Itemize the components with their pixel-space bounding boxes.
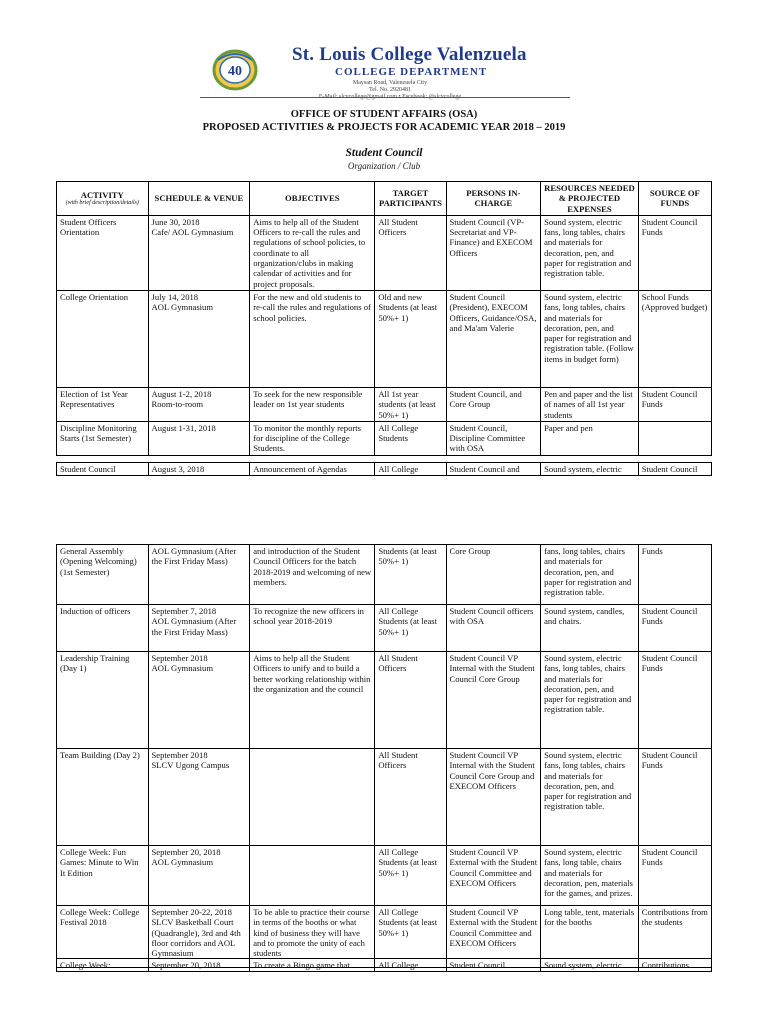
cell-activity: Discipline Monitoring Starts (1st Semester) bbox=[57, 421, 149, 455]
cell-source bbox=[638, 421, 711, 455]
cell-schedule: August 1-31, 2018 bbox=[148, 421, 250, 455]
cell-schedule: June 30, 2018 Cafe/ AOL Gymnasium bbox=[148, 215, 250, 290]
cell-target: All College bbox=[375, 463, 446, 476]
header-activity-note: (with brief description/details) bbox=[65, 200, 139, 207]
cell-resources: Pen and paper and the list of names of all 1st year students bbox=[541, 387, 639, 421]
activities-table-part-2 bbox=[56, 544, 712, 968]
cell-persons: Student Council (VP-Secretariat and VP-Finance) and EXECOM Officers bbox=[446, 215, 541, 290]
cell-source: Student Council Funds bbox=[638, 387, 711, 421]
cell-target: All 1st year students (at least 50%+ 1) bbox=[375, 387, 446, 421]
cell-persons: Student Council VP Internal with the Student Council Core Group bbox=[446, 652, 541, 749]
table-row bbox=[57, 959, 712, 972]
organization-subtitle: Organization / Club bbox=[347, 161, 421, 171]
cell-schedule: September 20, 2018 AOL Gymnasium bbox=[148, 846, 250, 906]
department-name: COLLEGE DEPARTMENT bbox=[335, 66, 488, 78]
cell-objectives: To monitor the monthly reports for discipline of the College Students. bbox=[250, 421, 375, 455]
table-row bbox=[57, 463, 712, 476]
cell-objectives: Announcement of Agendas bbox=[250, 463, 375, 476]
table-row bbox=[57, 545, 712, 605]
cell-activity: Team Building (Day 2) bbox=[57, 749, 149, 846]
table-row bbox=[57, 652, 712, 749]
cell-objectives: To be able to practice their course in terms of the booths or what kind of business they will have and to promote the unity of each students bbox=[250, 906, 375, 968]
cell-target: All Student Officers bbox=[375, 749, 446, 846]
header-source: SOURCE OF FUNDS bbox=[638, 182, 711, 216]
document-title: PROPOSED ACTIVITIES & PROJECTS FOR ACADEMIC YEAR 2018 – 2019 bbox=[202, 122, 566, 133]
table-row bbox=[57, 387, 712, 421]
cell-target: All College Students (at least 50%+ 1) bbox=[375, 605, 446, 652]
cell-persons: Student Council (President), EXECOM Officers, Guidance/OSA, and Ma'am Valerie bbox=[446, 290, 541, 387]
cell-source: Contributions from the students bbox=[638, 906, 711, 968]
cell-resources: fans, long tables, chairs and materials for decoration, pen, and paper for registration and registration table. bbox=[541, 545, 639, 605]
header-resources: RESOURCES NEEDED & PROJECTED EXPENSES bbox=[541, 182, 639, 216]
cell-objectives: To seek for the new responsible leader on 1st year students bbox=[250, 387, 375, 421]
cell-resources: Sound system, candles, and chairs. bbox=[541, 605, 639, 652]
activities-table-split-row-1 bbox=[56, 462, 712, 476]
cell-activity: College Orientation bbox=[57, 290, 149, 387]
cell-target: All College Students (at least 50%+ 1) bbox=[375, 906, 446, 968]
cell-activity: College Week: bbox=[57, 959, 149, 972]
cell-activity: Student Officers Orientation bbox=[57, 215, 149, 290]
cell-persons: Student Council VP External with the Student Council Committee and EXECOM Officers bbox=[446, 906, 541, 968]
cell-schedule: September 2018 SLCV Ugong Campus bbox=[148, 749, 250, 846]
cell-activity: College Week: College Festival 2018 bbox=[57, 906, 149, 968]
cell-objectives: To create a Bingo game that bbox=[250, 959, 375, 972]
cell-resources: Long table, tent, materials for the booths bbox=[541, 906, 639, 968]
cell-schedule: July 14, 2018 AOL Gymnasium bbox=[148, 290, 250, 387]
cell-objectives: Aims to help all of the Student Officers to re-call the rules and regulations of school policies, to coordinate to all organization/clubs in making calendar of activities and for project proposals. bbox=[250, 215, 375, 290]
cell-objectives bbox=[250, 749, 375, 846]
cell-source: School Funds (Approved budget) bbox=[638, 290, 711, 387]
cell-schedule: September 20-22, 2018 SLCV Basketball Court (Quadrangle), 3rd and 4th floor corridors and AOL Gymnasium bbox=[148, 906, 250, 968]
cell-source: Funds bbox=[638, 545, 711, 605]
cell-objectives: To recognize the new officers in school year 2018-2019 bbox=[250, 605, 375, 652]
header-objectives: OBJECTIVES bbox=[250, 182, 375, 216]
cell-persons: Student Council officers with OSA bbox=[446, 605, 541, 652]
table-row bbox=[57, 290, 712, 387]
cell-persons: Student Council, Discipline Committee with OSA bbox=[446, 421, 541, 455]
telephone: Tel. No. 2920481 bbox=[369, 87, 411, 93]
logo-text: 40 bbox=[228, 64, 242, 79]
cell-schedule: September 2018 AOL Gymnasium bbox=[148, 652, 250, 749]
activities-table-part-1 bbox=[56, 181, 712, 456]
header-target: TARGET PARTICIPANTS bbox=[375, 182, 446, 216]
cell-persons: Student Council VP External with the Student Council Committee and EXECOM Officers bbox=[446, 846, 541, 906]
header-activity bbox=[57, 182, 149, 216]
college-name: St. Louis College Valenzuela bbox=[292, 44, 527, 65]
office-heading: OFFICE OF STUDENT AFFAIRS (OSA) bbox=[290, 109, 478, 120]
cell-persons: Core Group bbox=[446, 545, 541, 605]
activities-table-split-row-2 bbox=[56, 958, 712, 972]
address: Maysan Road, Valenzuela City bbox=[352, 80, 428, 86]
cell-resources: Sound system, electric bbox=[541, 959, 639, 972]
cell-schedule: AOL Gymnasium (After the First Friday Mass) bbox=[148, 545, 250, 605]
cell-persons: Student Council, and Core Group bbox=[446, 387, 541, 421]
cell-activity: General Assembly (Opening Welcoming) (1st Semester) bbox=[57, 545, 149, 605]
cell-source: Student Council Funds bbox=[638, 749, 711, 846]
cell-target: All Student Officers bbox=[375, 652, 446, 749]
header-schedule: SCHEDULE & VENUE bbox=[148, 182, 250, 216]
cell-objectives: and introduction of the Student Council Officers for the batch 2018-2019 and welcoming of new members. bbox=[250, 545, 375, 605]
cell-source: Student Council Funds bbox=[638, 605, 711, 652]
cell-source: Student Council bbox=[638, 463, 711, 476]
table-row bbox=[57, 846, 712, 906]
cell-resources: Sound system, electric fans, long tables, chairs and materials for decoration, pen, and paper for registration and registration table. bbox=[541, 215, 639, 290]
cell-source: Student Council Funds bbox=[638, 652, 711, 749]
letterhead bbox=[200, 42, 570, 102]
cell-persons: Student Council and bbox=[446, 463, 541, 476]
cell-persons: Student Council bbox=[446, 959, 541, 972]
cell-activity: Student Council bbox=[57, 463, 149, 476]
cell-activity: Induction of officers bbox=[57, 605, 149, 652]
email-line: E-Mail: slcvcollege@gmail.com • Facebook: @slcvcollege bbox=[318, 94, 462, 100]
cell-objectives: For the new and old students to re-call the rules and regulations of school policies. bbox=[250, 290, 375, 387]
cell-target: Old and new Students (at least 50%+ 1) bbox=[375, 290, 446, 387]
cell-activity: Election of 1st Year Representatives bbox=[57, 387, 149, 421]
cell-activity: Leadership Training (Day 1) bbox=[57, 652, 149, 749]
cell-target: All College bbox=[375, 959, 446, 972]
cell-resources: Paper and pen bbox=[541, 421, 639, 455]
cell-persons: Student Council VP Internal with the Student Council Core Group and EXECOM Officers bbox=[446, 749, 541, 846]
table-header-row bbox=[57, 182, 712, 216]
cell-resources: Sound system, electric fans, long tables, chairs and materials for decoration, pen, and paper for registration and registration table. bbox=[541, 652, 639, 749]
cell-resources: Sound system, electric fans, long table, chairs and materials for decoration, pen, materials for the games, and prizes. bbox=[541, 846, 639, 906]
cell-objectives: Aims to help all the Student Officers to unify and to build a better working relationship within the organization and the council bbox=[250, 652, 375, 749]
cell-schedule: September 20, 2018 bbox=[148, 959, 250, 972]
cell-source: Student Council Funds bbox=[638, 846, 711, 906]
letterhead-rule bbox=[200, 97, 570, 98]
table-row bbox=[57, 605, 712, 652]
cell-target: All Student Officers bbox=[375, 215, 446, 290]
header-activity-label: ACTIVITY bbox=[80, 189, 124, 200]
cell-source: Contributions bbox=[638, 959, 711, 972]
cell-resources: Sound system, electric fans, long tables, chairs and materials for decoration, pen, and paper for registration and registration table. (Follow items in budget form) bbox=[541, 290, 639, 387]
table-row bbox=[57, 215, 712, 290]
table-row bbox=[57, 749, 712, 846]
cell-schedule: August 1-2, 2018 Room-to-room bbox=[148, 387, 250, 421]
header-persons: PERSONS IN-CHARGE bbox=[446, 182, 541, 216]
cell-target: All College Students (at least 50%+ 1) bbox=[375, 846, 446, 906]
table-row bbox=[57, 421, 712, 455]
cell-resources: Sound system, electric bbox=[541, 463, 639, 476]
cell-schedule: September 7, 2018 AOL Gymnasium (After the First Friday Mass) bbox=[148, 605, 250, 652]
cell-schedule: August 3, 2018 bbox=[148, 463, 250, 476]
cell-source: Student Council Funds bbox=[638, 215, 711, 290]
cell-objectives bbox=[250, 846, 375, 906]
cell-activity: College Week: Fun Games: Minute to Win It Edition bbox=[57, 846, 149, 906]
organization-name: Student Council bbox=[345, 147, 423, 159]
cell-target: Students (at least 50%+ 1) bbox=[375, 545, 446, 605]
cell-target: All College Students bbox=[375, 421, 446, 455]
cell-resources: Sound system, electric fans, long tables, chairs and materials for decoration, pen, and paper for registration and registration table. bbox=[541, 749, 639, 846]
